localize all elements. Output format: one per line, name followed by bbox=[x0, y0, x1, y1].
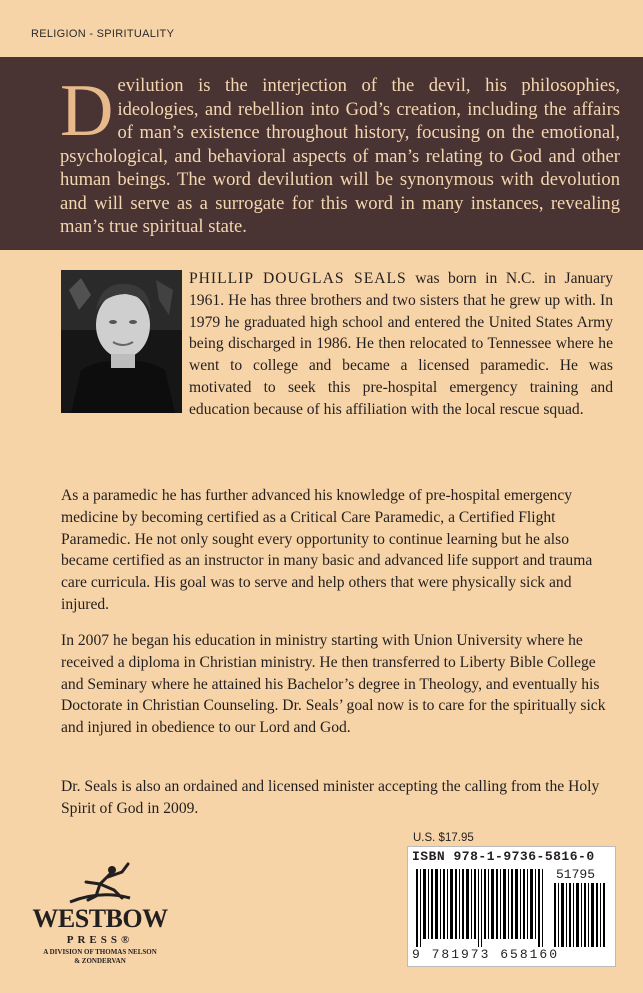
price-label: U.S. $17.95 bbox=[413, 832, 474, 844]
addon-price-code: 51795 bbox=[556, 867, 596, 882]
addon-barcode-bars bbox=[554, 883, 606, 947]
intro-text: evilution is the interjection of the devil, his philosophies, ideologies, and rebellion into God’s creation, including the affairs of man’s existence throughout history, focusing on the emotional, psychological, and behavioral aspects of man’s relating to God and other human beings. The word devilution will be synonymous with devolution and will serve as a surrogate for this word in many instances, revealing man’s true spiritual state. bbox=[60, 75, 620, 237]
author-name: PHILLIP DOUGLAS SEALS bbox=[189, 270, 407, 287]
category-label: RELIGION - SPIRITUALITY bbox=[31, 28, 175, 40]
drop-cap: D bbox=[60, 70, 114, 152]
intro-band bbox=[0, 57, 643, 250]
publisher-division-line-2: & ZONDERVAN bbox=[74, 956, 126, 965]
publisher-press: PRESS® bbox=[66, 934, 134, 946]
intro-paragraph bbox=[60, 70, 620, 239]
publisher-name: WESTBOW bbox=[32, 904, 168, 933]
bio-paragraph-3: In 2007 he began his education in ministry starting with Union University where he received a diploma in Christian ministry. He then transferred to Liberty Bible College and Seminary where he attained his Bachelor’s degree in Theology, and eventually his Doctorate in Christian Counseling. Dr. Seals’ goal now is to care for the spiritually sick and injured in obedience to our Lord and God. bbox=[61, 632, 606, 737]
runner-icon bbox=[30, 862, 170, 906]
publisher-division-line-1: A DIVISION OF THOMAS NELSON bbox=[43, 948, 157, 956]
bio-paragraph-2: As a paramedic he has further advanced his knowledge of pre-hospital emergency medicine by becoming certified as a Critical Care Paramedic, a Certified Flight Paramedic. He not only sought every opportunity to continue learning but he also became certified as an instructor in many basic and advanced life support and trauma care curricula. His goal was to serve and help others that were physically sick and injured. bbox=[61, 487, 593, 613]
isbn-barcode bbox=[407, 846, 616, 967]
isbn-text: ISBN 978-1-9736-5816-0 bbox=[412, 849, 595, 864]
bio-text-1: was born in N.C. in January 1961. He has three brothers and two sisters that he grew up with. In 1979 he graduated high school and entered the United States Army being discharged in 1986. He then relocated to Tennessee where he went to college and became a licensed paramedic. He was motivated to seek this pre-hospital emergency training and education because of his affiliation with the local rescue squad. bbox=[189, 270, 614, 418]
bio-paragraph-4: Dr. Seals is also an ordained and licensed minister accepting the calling from the Holy Spirit of God in 2009. bbox=[61, 778, 600, 817]
publisher-division bbox=[30, 948, 170, 965]
ean-digits: 9 781973 658160 bbox=[412, 947, 560, 962]
publisher-logo bbox=[30, 862, 170, 972]
bio-paragraph-1 bbox=[61, 268, 613, 421]
